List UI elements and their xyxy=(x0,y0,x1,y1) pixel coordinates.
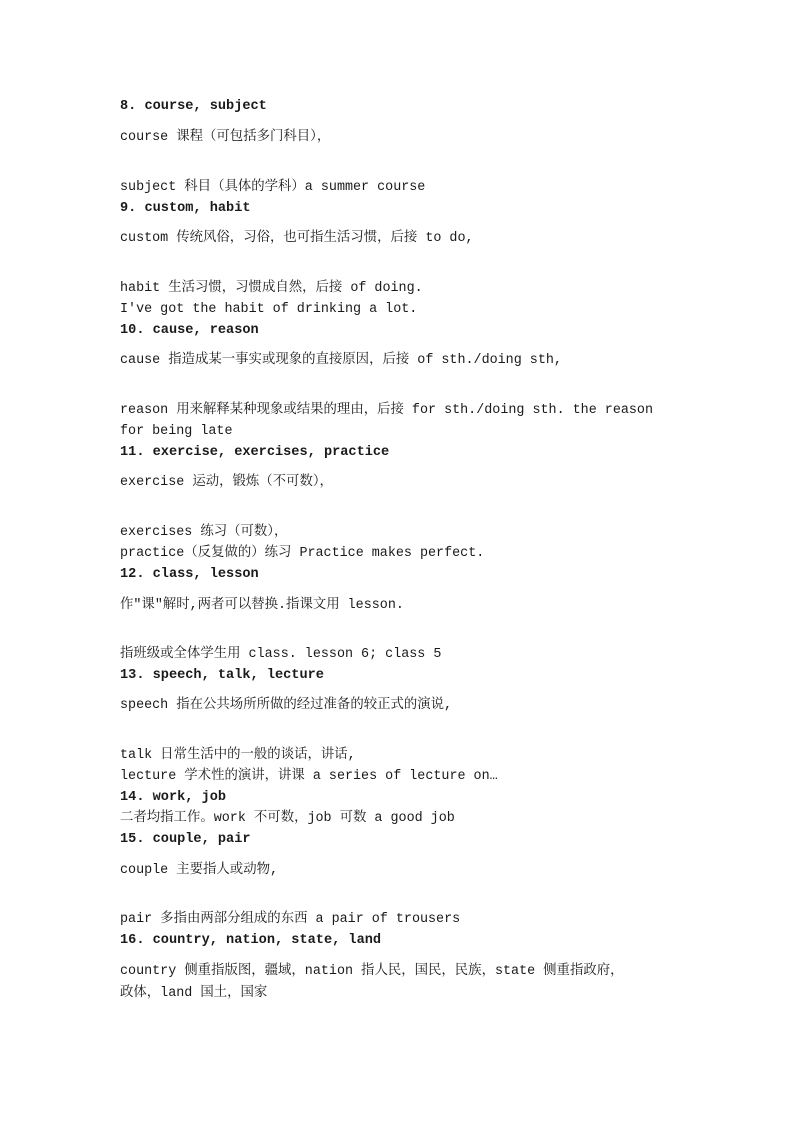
entry-line: course 课程（可包括多门科目）， xyxy=(120,130,331,145)
entry-line: 指班级或全体学生用 class. lesson 6; class 5 xyxy=(120,647,442,662)
entry-line: pair 多指由两部分组成的东西 a pair of trousers xyxy=(120,912,461,927)
entry-heading: 13. speech, talk, lecture xyxy=(120,668,324,683)
entry-heading: 11. exercise, exercises, practice xyxy=(120,445,390,460)
entry-line: exercise 运动，锻炼（不可数）， xyxy=(120,475,333,490)
entry-line: 政体，land 国土，国家 xyxy=(120,986,268,1001)
entry-line: country 侧重指版图，疆域，nation 指人民，国民，民族，state 侧重指政府， xyxy=(120,964,624,979)
entry-line: reason 用来解释某种现象或结果的理由，后接 for sth./doing sth. the reason xyxy=(120,403,653,418)
entry-line: habit 生活习惯，习惯成自然，后接 of doing. xyxy=(120,281,423,296)
entry-line: I've got the habit of drinking a lot. xyxy=(120,302,418,317)
entry-heading: 8. course, subject xyxy=(120,99,267,114)
entry-line: practice（反复做的）练习 Practice makes perfect. xyxy=(120,546,485,561)
entry-line: talk 日常生活中的一般的谈话，讲话, xyxy=(120,748,356,763)
entry-heading: 15. couple, pair xyxy=(120,832,251,847)
entry-line: cause 指造成某一事实或现象的直接原因，后接 of sth./doing sth, xyxy=(120,353,562,368)
entry-heading: 9. custom, habit xyxy=(120,201,251,216)
entry-line: lecture 学术性的演讲，讲课 a series of lecture on… xyxy=(120,769,498,784)
entry-heading: 16. country, nation, state, land xyxy=(120,933,382,948)
entry-line: exercises 练习（可数）， xyxy=(120,525,288,540)
entry-heading: 14. work, job xyxy=(120,790,227,805)
entry-line: couple 主要指人或动物, xyxy=(120,863,279,878)
entry-line: 二者均指工作。work 不可数，job 可数 a good job xyxy=(120,811,455,826)
entry-line: subject 科目（具体的学科）a summer course xyxy=(120,180,426,195)
entry-line: speech 指在公共场所所做的经过准备的较正式的演说, xyxy=(120,698,453,713)
entry-line: 作"课"解时,两者可以替换.指课文用 lesson. xyxy=(120,598,404,613)
entry-line: for being late xyxy=(120,424,233,439)
entry-heading: 12. class, lesson xyxy=(120,567,259,582)
entry-line: custom 传统风俗，习俗，也可指生活习惯，后接 to do, xyxy=(120,231,474,246)
entry-heading: 10. cause, reason xyxy=(120,323,259,338)
